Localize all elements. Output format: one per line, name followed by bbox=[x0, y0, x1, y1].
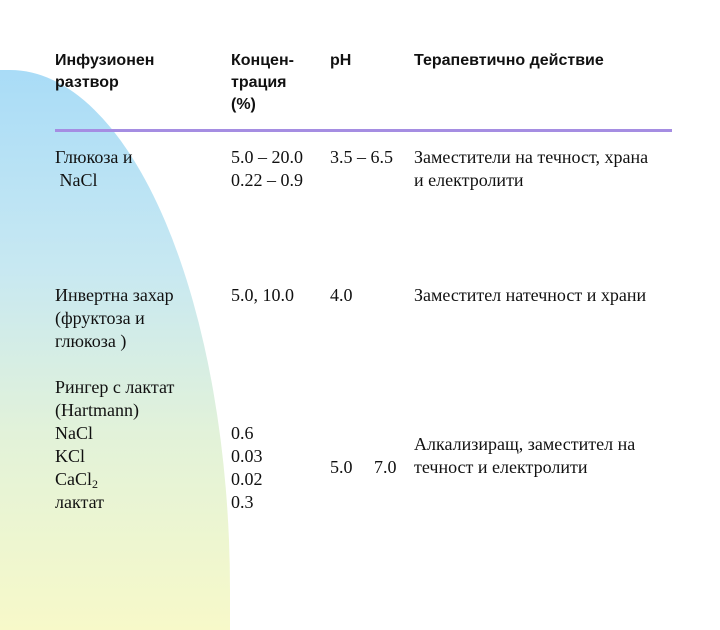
header-divider bbox=[55, 129, 672, 132]
header-action: Терапевтично действие bbox=[414, 52, 604, 69]
row3-ph-low: 5.0 bbox=[330, 457, 353, 477]
row1-concentration: 5.0 – 20.0 0.22 – 0.9 bbox=[231, 147, 303, 190]
component-name: лактат bbox=[55, 492, 104, 512]
row2-action: Заместител натечност и храни bbox=[414, 285, 647, 305]
component-value: 0.6 bbox=[231, 423, 254, 443]
row3-action: Алкализиращ, заместител на течност и електролити bbox=[414, 434, 636, 477]
component-name: NaCl bbox=[55, 423, 93, 443]
row2-concentration: 5.0, 10.0 bbox=[231, 285, 294, 305]
component-value: 0.02 bbox=[231, 469, 263, 489]
row1-action: Заместители на течност, храна и електролити bbox=[414, 147, 649, 190]
header-ph: pH bbox=[330, 52, 352, 69]
row3-ph-high: 7.0 bbox=[374, 457, 397, 477]
header-concentration: Концен- трация (%) bbox=[231, 52, 294, 113]
component-name: KCl bbox=[55, 446, 86, 466]
component-value: 0.03 bbox=[231, 446, 263, 466]
component-value: 0.3 bbox=[231, 492, 254, 512]
row2-solution: Инвертна захар (фруктоза и глюкоза ) bbox=[55, 285, 174, 351]
row2-ph: 4.0 bbox=[330, 285, 353, 305]
row1-ph: 3.5 – 6.5 bbox=[330, 147, 393, 167]
row1-solution: Глюкоза и NaCl bbox=[55, 147, 133, 190]
component-name: CaCl$_2$ bbox=[55, 469, 99, 491]
row3-solution-title: Рингер с лактат (Hartmann) bbox=[55, 377, 175, 420]
header-solution: Инфузионен разтвор bbox=[55, 52, 155, 91]
